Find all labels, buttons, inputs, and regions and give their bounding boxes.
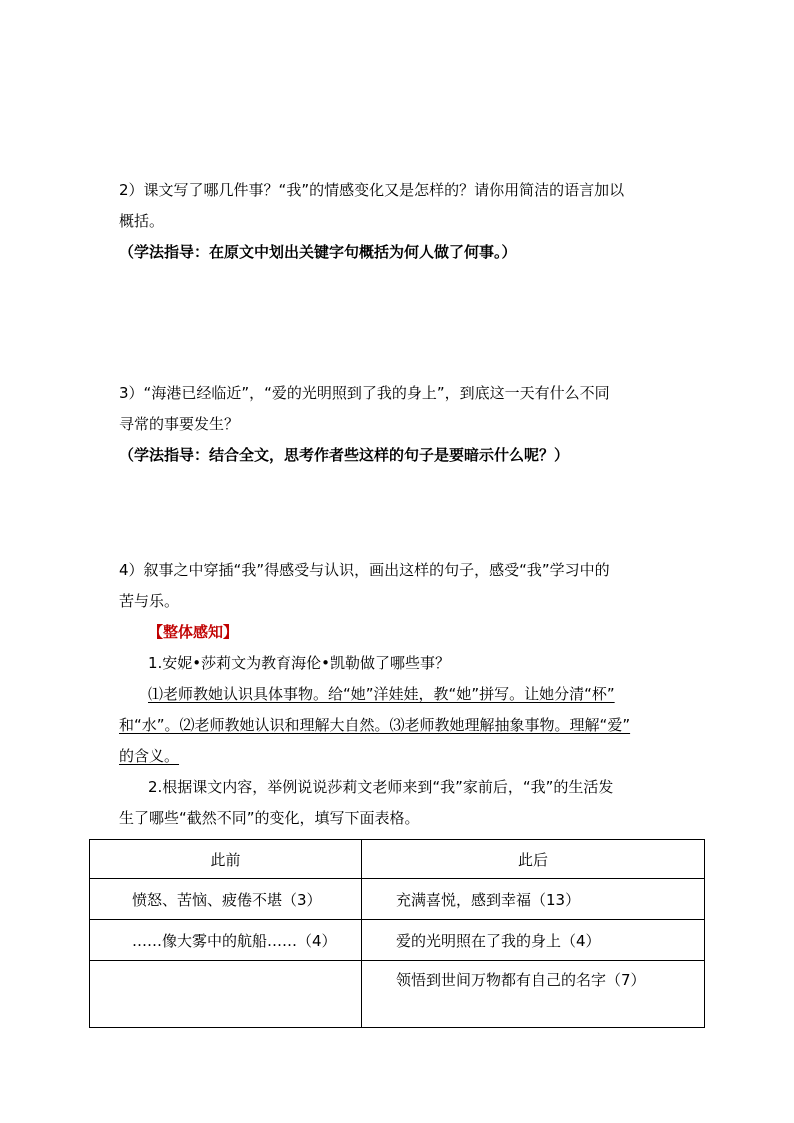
item-1-answer-line-3: 的含义。	[119, 747, 180, 765]
table-cell-after: 充满喜悦，感到幸福（13）	[362, 879, 705, 920]
item-1-answer-line-1: ⑴老师教她认识具体事物。给“她”洋娃娃，教“她”拼写。让她分清“杯”	[148, 685, 615, 703]
question-2-line-1: 2）课文写了哪几件事？“我”的情感变化又是怎样的？请你用简洁的语言加以	[119, 181, 625, 199]
item-1-answer-line-2: 和“水”。⑵老师教她认识和理解大自然。⑶老师教她理解抽象事物。理解“爱”	[119, 716, 631, 734]
table-header-row	[90, 840, 705, 879]
question-3-line-1: 3）“海港已经临近”，“爱的光明照到了我的身上”，到底这一天有什么不同	[119, 384, 610, 402]
question-3-line-2: 寻常的事要发生？	[119, 415, 240, 433]
question-4-line-2: 苦与乐。	[119, 592, 180, 610]
table-row	[90, 879, 705, 920]
table-cell-after: 领悟到世间万物都有自己的名字（7）	[362, 961, 705, 1028]
before-after-table	[89, 839, 705, 1028]
table-cell-after: 爱的光明照在了我的身上（4）	[362, 920, 705, 961]
table-row	[90, 920, 705, 961]
table-cell-before: ……像大雾中的航船……（4）	[90, 920, 362, 961]
table-cell-before	[90, 961, 362, 1028]
question-2-line-2: 概括。	[119, 212, 165, 230]
question-2-guide: （学法指导：在原文中划出关键字句概括为何人做了何事。）	[119, 243, 517, 261]
table-row	[90, 961, 705, 1028]
table-cell-before: 愤怒、苦恼、疲倦不堪（3）	[90, 879, 362, 920]
item-2-line-2: 生了哪些“截然不同”的变化，填写下面表格。	[119, 809, 420, 827]
table-header-before: 此前	[90, 840, 362, 879]
section-title: 【整体感知】	[148, 623, 239, 641]
item-2-line-1: 2.根据课文内容，举例说说莎莉文老师来到“我”家前后，“我”的生活发	[148, 778, 614, 796]
question-4-line-1: 4）叙事之中穿插“我”得感受与认识，画出这样的句子，感受“我”学习中的	[119, 561, 610, 579]
item-1-question: 1.安妮•莎莉文为教育海伦•凯勒做了哪些事？	[148, 654, 451, 672]
question-3-guide: （学法指导：结合全文，思考作者些这样的句子是要暗示什么呢？）	[119, 446, 570, 464]
table-header-after: 此后	[362, 840, 705, 879]
